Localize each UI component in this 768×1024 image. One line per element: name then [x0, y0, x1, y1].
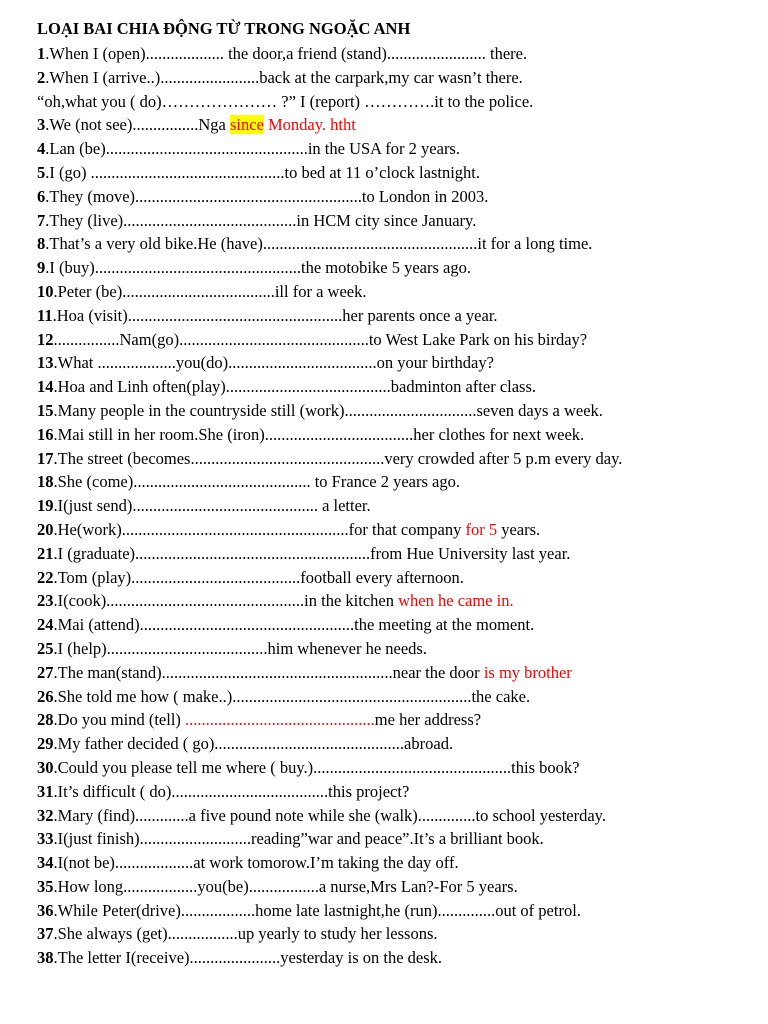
exercise-text: .Could you please tell me where ( buy.)................................................this book?: [53, 757, 580, 777]
exercise-line: [37, 875, 748, 899]
exercise-line: [37, 613, 748, 637]
exercise-text: .Hoa and Linh often(play)........................................badminton after class.: [53, 377, 537, 397]
exercise-number: 1: [37, 44, 46, 63]
exercise-text: .I(cook)................................................in the kitchen: [53, 591, 399, 611]
exercise-line: [37, 209, 748, 233]
exercise-text: .I(just finish)...........................reading”war and peace”.It’s a brilliant book.: [53, 829, 544, 849]
exercise-text: .My father decided ( go)..............................................abroad.: [53, 734, 454, 754]
exercise-text: .When I (arrive..)........................back at the carpark,my car wasn’t there.: [45, 67, 523, 87]
exercise-line: [37, 399, 748, 423]
exercise-line: [37, 494, 748, 518]
exercise-number: 38: [37, 948, 54, 968]
exercise-text: “oh,what you ( do)………………… ?” I (report) ………….it to the police.: [37, 91, 534, 111]
highlighted-keyword: since: [229, 115, 264, 135]
exercise-text: .It’s difficult ( do)......................................this project?: [53, 781, 410, 801]
exercise-line: [37, 328, 748, 352]
exercise-line: [37, 708, 748, 732]
exercise-number: 16: [37, 424, 54, 444]
exercise-text-end: me her address?: [374, 710, 482, 730]
exercise-line: [37, 185, 748, 209]
exercise-line: [37, 351, 748, 375]
exercise-line: [37, 637, 748, 661]
exercise-text: .We (not see)................Nga: [45, 115, 230, 135]
exercise-number: 25: [37, 638, 54, 658]
exercise-line: [37, 137, 748, 161]
exercise-number: 26: [37, 686, 54, 706]
exercise-text: .I (go) ...............................................to bed at 11 o’clock lastnight.: [45, 162, 480, 182]
exercise-number: 27: [37, 662, 54, 682]
exercise-line: [37, 661, 748, 685]
exercise-number: 20: [37, 519, 54, 539]
exercise-text: .How long..................you(be).................a nurse,Mrs Lan?-For 5 years.: [53, 876, 518, 896]
red-hint-text: is my brother: [483, 662, 572, 682]
exercise-text: .When I (open)................... the door,a friend (stand)........................ there.: [45, 44, 528, 63]
exercise-number: 23: [37, 591, 54, 611]
exercise-line: [37, 232, 748, 256]
exercise-number: 36: [37, 900, 54, 920]
exercise-number: 17: [37, 448, 54, 468]
exercise-number: 32: [37, 805, 54, 825]
exercise-text: .The street (becomes...............................................very crowded after 5 p.m every day.: [53, 448, 623, 468]
red-hint-text: when he came in.: [398, 591, 514, 611]
exercise-text: ................Nam(go)..............................................to West Lake Park on his birday?: [53, 329, 588, 349]
exercise-number: 33: [37, 829, 54, 849]
exercise-number: 2: [37, 67, 46, 87]
exercise-number: 10: [37, 281, 54, 301]
exercise-text: .Hoa (visit)....................................................her parents once a year.: [52, 305, 498, 325]
exercise-number: 9: [37, 258, 46, 278]
exercise-line: [37, 280, 748, 304]
exercise-line: [37, 423, 748, 447]
exercise-line: [37, 780, 748, 804]
exercise-line: [37, 756, 748, 780]
exercise-number: 3: [37, 115, 46, 135]
exercise-text: .They (live)..........................................in HCM city since January.: [45, 210, 477, 230]
exercise-text: .He(work).......................................................for that company: [53, 519, 466, 539]
exercise-line: [37, 566, 748, 590]
exercise-number: 5: [37, 162, 46, 182]
exercise-number: 34: [37, 853, 54, 873]
exercise-number: 14: [37, 377, 54, 397]
exercise-line: [37, 304, 748, 328]
exercise-number: 15: [37, 400, 54, 420]
exercise-line: [37, 827, 748, 851]
exercise-text: .That’s a very old bike.He (have)....................................................it for a long time.: [45, 234, 593, 254]
exercise-number: 6: [37, 186, 46, 206]
exercise-number: 28: [37, 710, 54, 730]
exercise-text: .They (move).......................................................to London in 2003.: [45, 186, 489, 206]
exercise-text: .The letter I(receive)......................yesterday is on the desk.: [53, 948, 443, 968]
exercise-text: .Tom (play).........................................football every afternoon.: [53, 567, 464, 587]
exercise-text: .What ...................you(do)....................................on your birthday?: [53, 353, 494, 373]
exercise-text: .I (graduate).........................................................from Hue University last year.: [53, 543, 571, 563]
exercise-line: [37, 470, 748, 494]
exercise-number: 8: [37, 234, 46, 254]
exercise-text: .Mai still in her room.She (iron)....................................her clothes for next week.: [53, 424, 585, 444]
exercise-text: .I(not be)...................at work tomorow.I’m taking the day off.: [53, 853, 459, 873]
exercise-line: [37, 899, 748, 923]
exercise-number: 35: [37, 876, 54, 896]
exercise-line: [37, 161, 748, 185]
exercise-number: 7: [37, 210, 46, 230]
exercise-text: .Peter (be).....................................ill for a week.: [53, 281, 367, 301]
exercise-number: 4: [37, 139, 46, 159]
exercise-text: .Mary (find).............a five pound note while she (walk)..............to school yesterday.: [53, 805, 606, 825]
worksheet-title: LOẠI BAI CHIA ĐỘNG TỪ TRONG NGOẶC ANH: [37, 19, 411, 38]
exercise-line: [37, 589, 748, 613]
exercise-number: 19: [37, 496, 54, 516]
exercise-line: [37, 113, 748, 137]
exercise-number: 30: [37, 757, 54, 777]
exercise-line: [37, 90, 748, 114]
exercise-number: 31: [37, 781, 54, 801]
exercise-line: [37, 685, 748, 709]
exercise-number: 21: [37, 543, 54, 563]
exercise-number: 24: [37, 615, 54, 635]
exercise-list: [37, 42, 748, 970]
exercise-line: [37, 256, 748, 280]
exercise-line: [37, 542, 748, 566]
exercise-line: [37, 946, 748, 970]
exercise-text: .Lan (be).................................................in the USA for 2 years.: [45, 139, 460, 159]
exercise-text: .I (help).......................................him whenever he needs.: [53, 638, 427, 658]
exercise-line: [37, 375, 748, 399]
exercise-number: 18: [37, 472, 54, 492]
red-hint-text: Monday. htht: [263, 115, 356, 135]
exercise-line: [37, 851, 748, 875]
exercise-line: [37, 732, 748, 756]
exercise-text: .She (come)........................................... to France 2 years ago.: [53, 472, 460, 492]
exercise-line: [37, 42, 748, 66]
exercise-text: .Mai (attend)....................................................the meeting at the moment.: [53, 615, 535, 635]
exercise-number: 22: [37, 567, 54, 587]
exercise-text: .I(just send)............................................. a letter.: [53, 496, 371, 516]
exercise-number: 37: [37, 924, 54, 944]
red-answer-blank: ..............................................: [185, 710, 375, 730]
exercise-text: .She always (get).................up yearly to study her lessons.: [53, 924, 438, 944]
exercise-text: .Do you mind (tell): [53, 710, 186, 730]
exercise-number: 11: [37, 305, 53, 325]
exercise-text: .Many people in the countryside still (work)................................seven days a week.: [53, 400, 603, 420]
exercise-text: .I (buy)..................................................the motobike 5 years ago.: [45, 258, 471, 278]
red-hint-text: for 5: [465, 519, 498, 539]
exercise-line: [37, 518, 748, 542]
exercise-text: .While Peter(drive)..................home late lastnight,he (run)..............out of petrol.: [53, 900, 581, 920]
exercise-text-end: years.: [497, 519, 541, 539]
exercise-line: [37, 922, 748, 946]
exercise-text: .The man(stand)........................................................near the door: [53, 662, 484, 682]
exercise-text: .She told me how ( make..)..........................................................the cake.: [53, 686, 531, 706]
exercise-line: [37, 66, 748, 90]
exercise-number: 13: [37, 353, 54, 373]
exercise-number: 12: [37, 329, 54, 349]
exercise-line: [37, 447, 737, 471]
exercise-line: [37, 804, 748, 828]
exercise-number: 29: [37, 734, 54, 754]
